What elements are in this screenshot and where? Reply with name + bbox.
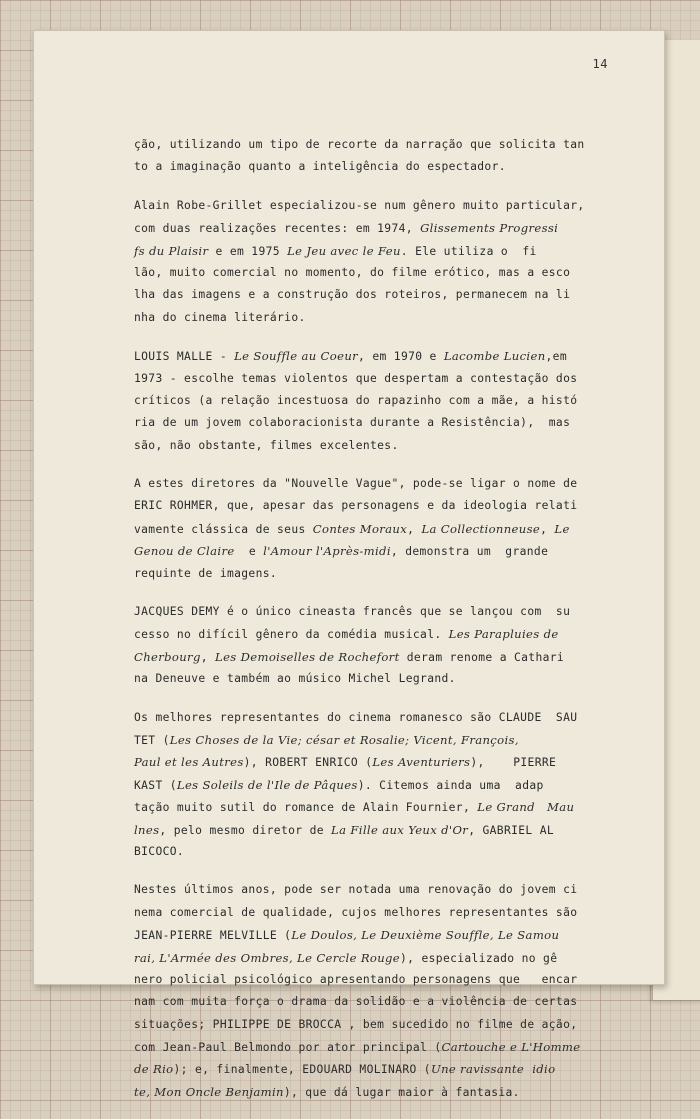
text-line: [134, 435, 604, 457]
title-italic: Le Doulos, Le Deuxième Souffle, Le Samou: [291, 928, 560, 943]
text-line: [134, 518, 604, 540]
text-line: [134, 924, 604, 946]
text-run: , em 1970 e: [358, 350, 444, 364]
text-line: [134, 390, 604, 412]
page-number: 14: [592, 57, 608, 71]
text-run: 1973 - escolhe temas violentos que despertam a contestação dos: [134, 371, 578, 385]
title-italic: Glissements Progressi: [420, 221, 559, 236]
text-line: [134, 307, 604, 329]
text-line: [134, 969, 604, 991]
paragraph: [134, 601, 604, 691]
text-line: [134, 668, 604, 690]
text-run: críticos (a relação incestuosa do rapazinho com a mãe, a histó: [134, 393, 578, 407]
text-run: tação muito sutil do romance de Alain Fournier,: [134, 801, 478, 815]
text-line: [134, 1081, 604, 1103]
text-line: [134, 841, 604, 863]
paragraph: [134, 879, 604, 1103]
text-run: cesso no difícil gênero da comédia musical.: [134, 628, 449, 642]
paragraph: [134, 134, 604, 179]
text-line: [134, 368, 604, 390]
title-italic: te, Mon Oncle Benjamin: [134, 1084, 284, 1099]
title-italic: Genou de Claire: [134, 544, 235, 559]
paragraph: [134, 473, 604, 585]
text-line: [134, 473, 604, 495]
text-run: BICOCO.: [134, 844, 185, 858]
text-line: [134, 991, 604, 1013]
text-run: LOUIS MALLE -: [134, 350, 235, 364]
text-line: [134, 601, 604, 623]
text-line: [134, 156, 604, 178]
text-line: [134, 345, 604, 367]
title-italic: Le Grand Mau: [477, 800, 575, 815]
text-run: ), PIERRE: [470, 756, 557, 770]
title-italic: Les Aventuriers: [372, 755, 471, 770]
text-run: ); e, finalmente, EDOUARD MOLINARO (: [173, 1063, 431, 1077]
text-line: [134, 1036, 604, 1058]
text-run: ), ROBERT ENRICO (: [243, 756, 373, 770]
body-text: [134, 134, 604, 1119]
title-italic: Le Souffle au Coeur: [234, 349, 359, 364]
text-run: JEAN-PIERRE MELVILLE (: [134, 929, 292, 943]
text-line: [134, 262, 604, 284]
text-run: com duas realizações recentes: em 1974,: [134, 222, 421, 236]
text-line: [134, 751, 604, 773]
title-italic: Contes Moraux: [312, 521, 408, 536]
text-line: [134, 707, 604, 729]
text-run: ), que dá lugar maior à fantasia.: [283, 1085, 520, 1099]
text-line: [134, 819, 604, 841]
text-line: [134, 134, 604, 156]
text-run: TET (: [134, 733, 170, 747]
title-italic: Les Choses de la Vie; césar et Rosalie; Vicent, François,: [169, 732, 519, 747]
paragraph: [134, 707, 604, 864]
text-run: , GABRIEL AL: [468, 823, 555, 837]
typewritten-page: [33, 30, 665, 1099]
text-run: Alain Robe-Grillet especializou-se num gênero muito particular,: [134, 198, 585, 212]
title-italic: l'Amour l'Après-midi: [263, 544, 391, 559]
text-line: [134, 495, 604, 517]
text-run: com Jean-Paul Belmondo por ator principal (: [134, 1041, 442, 1055]
text-run: JACQUES DEMY é o único cineasta francês que se lançou com su: [134, 605, 571, 619]
paragraph: [134, 345, 604, 457]
text-line: [134, 217, 604, 239]
text-line: [134, 563, 604, 585]
text-run: ,: [407, 522, 422, 536]
text-run: requinte de imagens.: [134, 566, 278, 580]
text-run: na Deneuve e também ao músico Michel Legrand.: [134, 672, 456, 686]
title-italic: Cartouche e L'Homme: [441, 1040, 581, 1055]
text-run: , pelo mesmo diretor de: [159, 823, 332, 837]
text-line: [134, 240, 604, 262]
title-italic: Les Parapluies de: [448, 627, 559, 642]
text-run: situações; PHILIPPE DE BROCCA , bem sucedido no filme de ação,: [134, 1017, 578, 1031]
title-italic: Les Soleils de l'Ile de Pâques: [176, 777, 358, 792]
title-italic: Les Demoiselles de Rochefort: [215, 649, 400, 664]
text-run: nam com muita força o drama da solidão e a violência de certas: [134, 995, 578, 1009]
title-italic: rai, L'Armée des Ombres, Le Cercle Rouge: [134, 950, 401, 965]
text-run: lão, muito comercial no momento, do filme erótico, mas a esco: [134, 265, 571, 279]
text-run: A estes diretores da "Nouvelle Vague", pode-se ligar o nome de: [134, 477, 578, 491]
title-italic: fs du Plaisir: [134, 243, 209, 258]
title-italic: Le Jeu avec le Feu: [287, 243, 401, 258]
text-line: [134, 796, 604, 818]
text-run: Os melhores representantes do cinema romanesco são CLAUDE SAU: [134, 710, 578, 724]
text-run: ção, utilizando um tipo de recorte da narração que solicita tan: [134, 138, 585, 151]
text-run: vamente clássica de seus: [134, 522, 313, 536]
text-line: [134, 1058, 604, 1080]
text-line: [134, 646, 604, 668]
text-run: . Ele utiliza o fi: [400, 244, 537, 258]
title-italic: de Rio: [134, 1062, 174, 1077]
text-run: ), especializado no gê: [400, 951, 558, 965]
text-line: [134, 774, 604, 796]
text-run: ria de um jovem colaboracionista durante a Resistência), mas: [134, 416, 571, 430]
text-line: [134, 540, 604, 562]
text-run: KAST (: [134, 778, 177, 792]
text-line: [134, 947, 604, 969]
title-italic: La Fille aux Yeux d'Or: [331, 822, 469, 837]
text-run: nema comercial de qualidade, cujos melhores representantes são: [134, 905, 578, 919]
text-run: ERIC ROHMER, que, apesar das personagens e da ideologia relati: [134, 499, 578, 513]
text-line: [134, 879, 604, 901]
text-run: ). Citemos ainda uma adap: [357, 778, 544, 792]
text-run: são, não obstante, filmes excelentes.: [134, 438, 399, 452]
title-italic: Une ravissante idio: [430, 1062, 556, 1077]
text-run: Nestes últimos anos, pode ser notada uma renovação do jovem ci: [134, 883, 578, 897]
text-run: ,: [200, 650, 216, 664]
text-line: [134, 902, 604, 924]
text-line: [134, 729, 604, 751]
text-run: , demonstra um grande: [390, 545, 549, 559]
text-line: [134, 412, 604, 434]
title-italic: Le: [554, 521, 570, 536]
text-run: e: [234, 545, 264, 559]
title-italic: La Collectionneuse: [421, 521, 541, 536]
text-line: [134, 195, 604, 217]
title-italic: lnes: [134, 822, 160, 837]
title-italic: Cherbourg: [134, 649, 201, 664]
title-italic: Paul et les Autres: [134, 755, 244, 770]
text-run: nero policial psicológico apresentando personagens que encar: [134, 972, 578, 986]
text-line: [134, 284, 604, 306]
text-run: deram renome a Cathari: [399, 650, 565, 664]
text-run: ,: [540, 522, 555, 536]
text-run: to a imaginação quanto a inteligência do espectador.: [134, 160, 506, 174]
paragraph: [134, 195, 604, 329]
text-run: e em 1975: [208, 244, 288, 258]
text-run: ,em: [545, 350, 567, 364]
text-run: lha das imagens e a construção dos roteiros, permanecem na li: [134, 288, 571, 302]
text-line: [134, 1014, 604, 1036]
title-italic: Lacombe Lucien: [443, 349, 546, 364]
text-run: nha do cinema literário.: [134, 310, 306, 324]
text-line: [134, 623, 604, 645]
